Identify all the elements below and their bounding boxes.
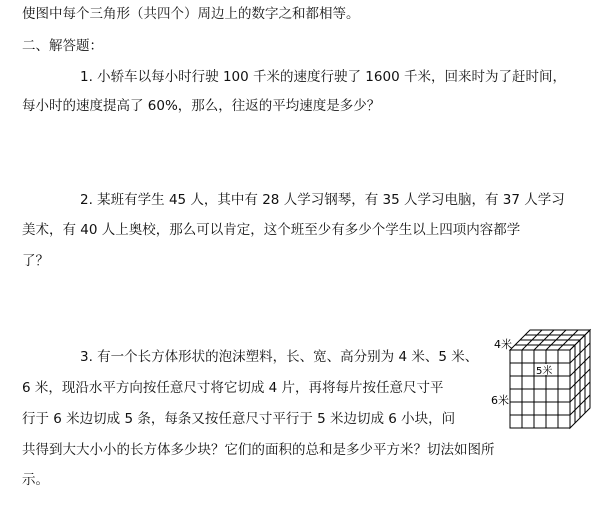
question-2-line-3: 了？: [22, 253, 49, 269]
figure-label-4m: 4米: [494, 338, 512, 351]
question-2-line-2: 美术，有 40 人上奥校，那么可以肯定，这个班至少有多少个学生以上四项内容都学: [22, 222, 521, 238]
question-3-line-5: 示。: [22, 472, 49, 488]
figure-label-5m: 5米: [536, 366, 553, 377]
question-1-line-1: 1. 小轿车以每小时行驶 100 千米的速度行驶了 1600 千米，回来时为了赶时间，: [80, 69, 566, 85]
figure-label-6m: 6米: [491, 394, 509, 407]
cuboid-grid-diagram: [490, 320, 600, 432]
question-3-line-4: 共得到大大小小的长方体多少块？它们的面积的总和是多少平方米？切法如图所: [22, 442, 495, 458]
question-3-line-1: 3. 有一个长方体形状的泡沫塑料，长、宽、高分别为 4 米、5 米、: [80, 349, 479, 365]
intro-line: 使图中每个三角形（共四个）周边上的数字之和都相等。: [22, 6, 360, 22]
cuboid-cutting-figure: [490, 320, 600, 436]
question-3-line-2: 6 米，现沿水平方向按任意尺寸将它切成 4 片，再将每片按任意尺寸平: [22, 380, 444, 396]
question-2-line-1: 2. 某班有学生 45 人，其中有 28 人学习钢琴，有 35 人学习电脑，有 37 人学习: [80, 192, 565, 208]
question-1-line-2: 每小时的速度提高了 60%，那么，往返的平均速度是多少？: [22, 98, 381, 114]
question-3-line-3: 行于 6 米边切成 5 条，每条又按任意尺寸平行于 5 米边切成 6 小块，问: [22, 411, 456, 427]
section-heading: 二、解答题：: [22, 38, 103, 54]
